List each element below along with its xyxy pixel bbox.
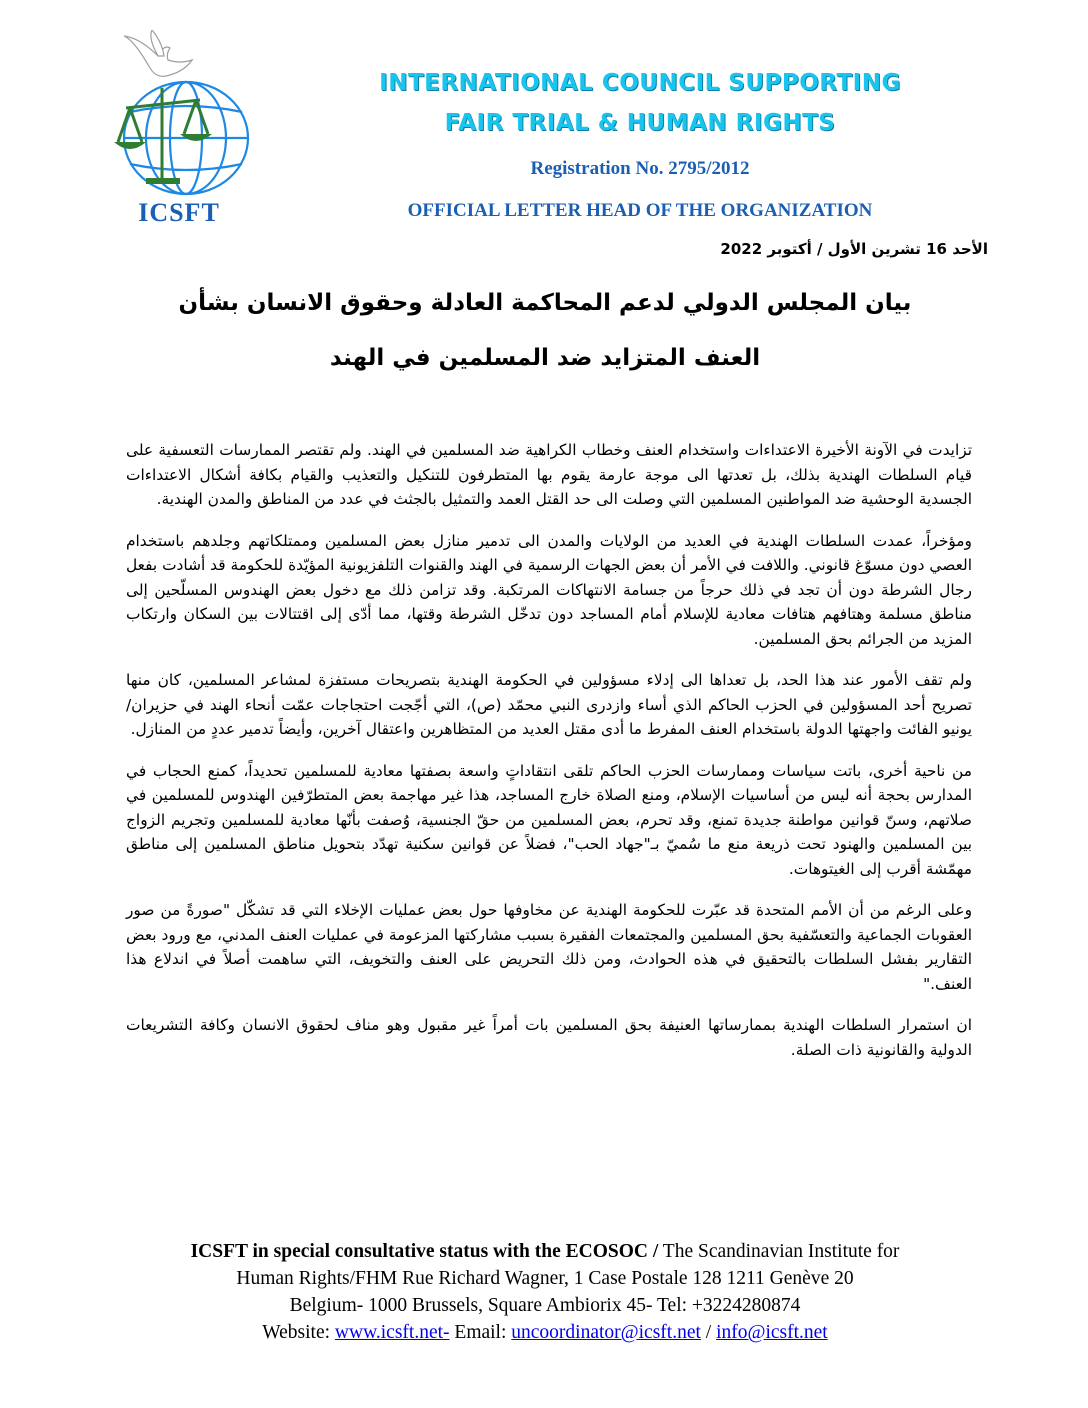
organization-name-line2: FAIR TRIAL & HUMAN RIGHTS: [444, 110, 836, 136]
letter-date: الأحد 16 تشرين الأول / أكتوبر 2022: [720, 240, 988, 258]
body-paragraph: وعلى الرغم من أن الأمم المتحدة قد عبّرت للحكومة الهندية عن مخاوفها حول بعض عمليات الإخلاء التي قد تشكّل "صورةً من صور العقوبات الجماعية والتعسّفية بحق المسلمين والمجتمعات الفقيرة بسبب مشاركتها المزعومة في عمليات العنف المدني، مع ورود بعض التقارير بفشل السلطات بالتحقيق في هذه الحوادث، ومن ذلك التحريض على العنف والتخويف، التي ساهمت أصلاً في اندلاع هذا العنف.": [126, 901, 972, 993]
body-paragraph: تزايدت في الآونة الأخيرة الاعتداءات واستخدام العنف وخطاب الكراهية ضد المسلمين في الهند. ولم تقتصر الممارسات التعسفية على قيام السلطات الهندية بذلك، بل تعدتها الى موجة عارمة يقوم بها المتطرفون للتنكيل والتعذيب والقيام بكافة أشكال الاعتداءات الجسدية الوحشية ضد المواطنين المسلمين التي وصلت الى حد القتل العمد والتمثيل بالجثث في عدد من المناطق والمدن الهندية.: [126, 441, 972, 508]
organization-name-line1: INTERNATIONAL COUNCIL SUPPORTING: [379, 70, 901, 96]
body-paragraph: ومؤخراً، عمدت السلطات الهندية في العديد من الولايات والمدن الى تدمير منازل بعض المسلمين وممتلكاتهم وجلدهم باستخدام العصي دون مسوّغ قانوني. واللافت في الأمر أن بعض الجهات الرسمية في الهند والقنوات التلفزيونية المؤيّدة للحكومة قد أشادت بفعل رجال الشرطة دون أن تجد في ذلك حرجاً من جسامة الانتهاكات المرتكبة. وقد تزامن ذلك مع دخول بعض الهندوس المسلّحين إلى مناطق مسلمة وهتافهم هتافات معادية للإسلام أمام المساجد دون تدخّل الشرطة وقتها، مما أدّى إلى اقتتالات بين السكان وارتكاب المزيد من الجرائم بحق المسلمين.: [126, 531, 972, 648]
organization-logo: [104, 30, 254, 230]
body-paragraph: من ناحية أخرى، باتت سياسات وممارسات الحزب الحاكم تلقى انتقاداتٍ واسعة بصفتها معادية للمسلمين تحديداً، كمنع الحجاب في المدارس بحجة أنه ليس من أساسيات الإسلام، ومنع الصلاة خارج المساجد، هذا غير مهاجمة بعض المتطرّفين الهندوس للمسلمين في صلاتهم، وسنّ قوانين مواطنة جديدة تمنع، وقد تحرم، بعض المسلمين من حقّ الجنسية، وُصفت بأنّها معادية للمسلمين وتجريم الزواج بين المسلمين والهنود تحت ذريعة منع ما سُميّ بـ"جهاد الحب"، فضلاً عن قوانين سكنية تهدّد بتحويل مناطق المسلمين إلى مناطق مهمّشة أقرب إلى الغيتوهات.: [126, 761, 972, 878]
footer-line1: [120, 1238, 970, 1265]
dove-scales-globe-icon: [104, 30, 254, 200]
official-letterhead-label: OFFICIAL LETTER HEAD OF THE ORGANIZATION: [407, 200, 873, 221]
registration-number: Registration No. 2795/2012: [530, 158, 750, 179]
logo-text: ICSFT: [138, 198, 220, 227]
email-separator: /: [700, 1322, 717, 1343]
letter-title-line2: العنف المتزايد ضد المسلمين في الهند: [329, 345, 761, 371]
footer-address-line2: Belgium- 1000 Brussels, Square Ambiorix 45- Tel: +3224280874: [289, 1295, 801, 1316]
body-paragraph: ان استمرار السلطات الهندية بممارساتها العنيفة بحق المسلمين بات أمراً غير مقبول وهو مناف لحقوق الانسان وكافة التشريعات الدولية والقانونية ذات الصلة.: [126, 1016, 972, 1059]
consultative-status: ICSFT in special consultative status with the ECOSOC /: [190, 1241, 659, 1262]
email-label: Email:: [449, 1322, 512, 1343]
letter-body: [126, 438, 972, 1079]
website-label: Website:: [262, 1322, 335, 1343]
footer-address-line: Human Rights/FHM Rue Richard Wagner, 1 Case Postale 128 1211 Genève 20: [236, 1268, 854, 1289]
letter-title-line1: بيان المجلس الدولي لدعم المحاكمة العادلة وحقوق الانسان بشأن: [178, 290, 912, 316]
email-link-coordinator[interactable]: uncoordinator@icsft.net: [511, 1322, 701, 1343]
institute-name: The Scandinavian Institute for: [658, 1241, 900, 1262]
footer-contact-line: [120, 1319, 970, 1346]
website-link[interactable]: www.icsft.net-: [334, 1322, 450, 1343]
body-paragraph: ولم تقف الأمور عند هذا الحد، بل تعداها الى إدلاء مسؤولين في الحكومة الهندية بتصريحات مستفزة لمشاعر المسلمين، كان منها تصريح أحد المسؤولين في الحزب الحاكم الذي أساء وازدرى النبي محمّد (ص)، التي أجّجت احتجاجات عمّت أنحاء الهند في حزيران/يونيو الفائت واجهتها الدولة باستخدام العنف المفرط ما أدى مقتل العديد من المتظاهرين واعتقال آخرين، وأيضاً تدمير عددٍ من المنازل.: [126, 671, 972, 738]
letter-footer: [120, 1238, 970, 1346]
email-link-info[interactable]: info@icsft.net: [716, 1322, 828, 1343]
